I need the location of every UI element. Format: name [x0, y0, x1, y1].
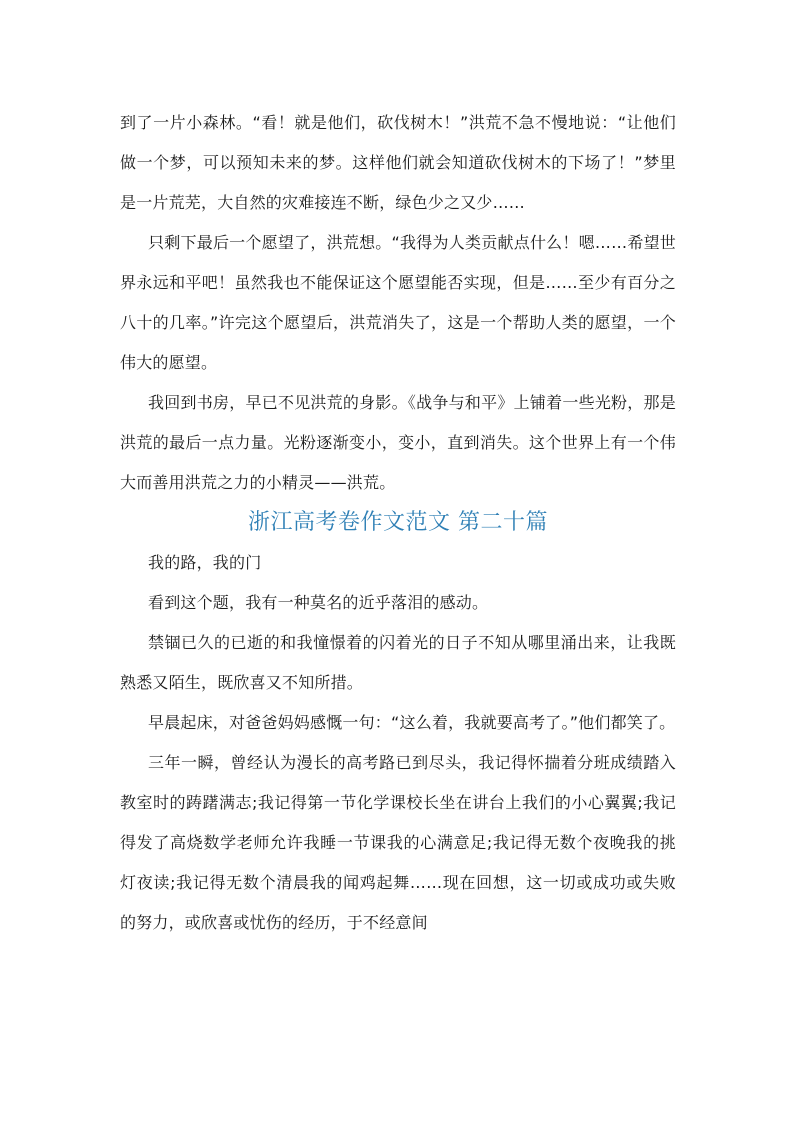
paragraph: 只剩下最后一个愿望了，洪荒想。“我得为人类贡献点什么！嗯……希望世界永远和平吧！虽然我也不能保证这个愿望能否实现，但是……至少有百分之八十的几率。”许完这个愿望后，洪荒消失了，这是一个帮助人类的愿望，一个伟大的愿望。	[120, 233, 676, 372]
paragraph: 看到这个题，我有一种莫名的近乎落泪的感动。	[148, 593, 489, 612]
document-body	[120, 103, 676, 943]
paragraph: 我回到书房，早已不见洪荒的身影。《战争与和平》上铺着一些光粉，那是洪荒的最后一点力量。光粉逐渐变小，变小，直到消失。这个世界上有一个伟大而善用洪荒之力的小精灵——洪荒。	[120, 393, 676, 492]
paragraph: 三年一瞬，曾经认为漫长的高考路已到尽头，我记得怀揣着分班成绩踏入教室时的踌躇满志;我记得第一节化学课校长坐在讲台上我们的小心翼翼;我记得发了高烧数学老师允许我睡一节课我的心满意足;我记得无数个夜晚我的挑灯夜读;我记得无数个清晨我的闻鸡起舞……现在回想，这一切或成功或失败的努力，或欣喜或忧伤的经历，于不经意间	[120, 753, 676, 932]
paragraph: 到了一片小森林。“看！就是他们，砍伐树木！”洪荒不急不慢地说：“让他们做一个梦，可以预知未来的梦。这样他们就会知道砍伐树木的下场了！”梦里是一片荒芜，大自然的灾难接连不断，绿色少之又少……	[120, 113, 676, 212]
paragraph: 早晨起床，对爸爸妈妈感慨一句：“这么着，我就要高考了。”他们都笑了。	[148, 713, 676, 732]
paragraph: 禁锢已久的已逝的和我憧憬着的闪着光的日子不知从哪里涌出来，让我既熟悉又陌生，既欣喜又不知所措。	[120, 633, 676, 692]
essay-title: 我的路，我的门	[148, 553, 262, 572]
section-heading: 浙江高考卷作文范文 第二十篇	[248, 510, 548, 535]
